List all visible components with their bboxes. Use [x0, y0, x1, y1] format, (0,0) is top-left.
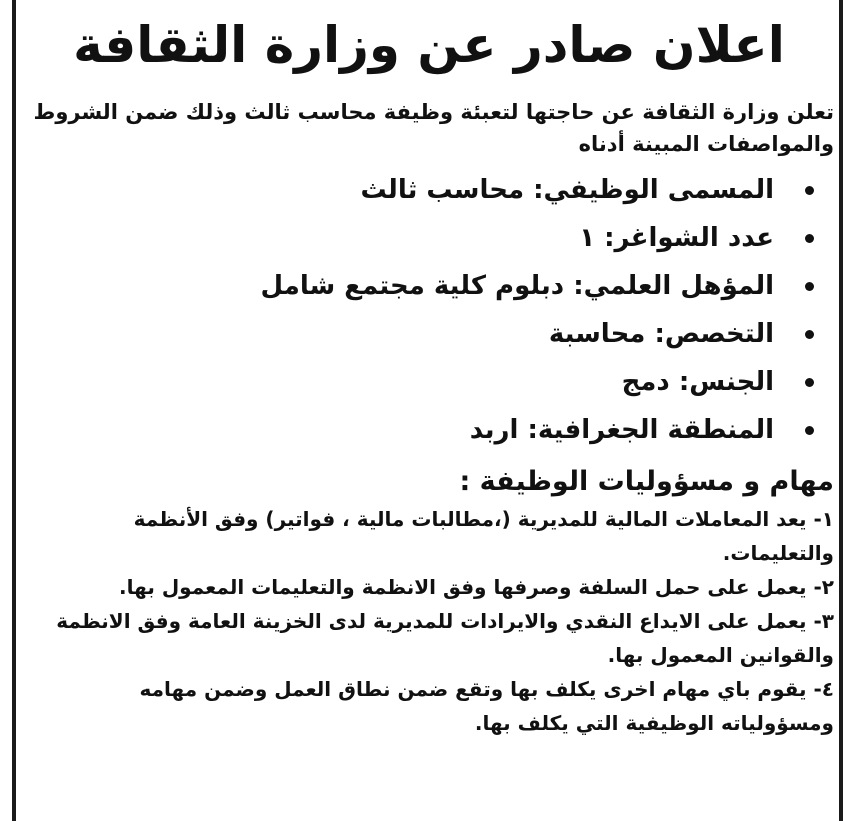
duty-item: ٢- يعمل على حمل السلفة وصرفها وفق الانظمة والتعليمات المعمول بها. — [119, 575, 834, 599]
detail-value: اربد — [469, 415, 519, 445]
detail-value: دبلوم كلية مجتمع شامل — [260, 271, 565, 301]
bullet-icon — [805, 282, 814, 291]
detail-region — [24, 406, 834, 454]
duty-item: ٤- يقوم باي مهام اخرى يكلف بها وتقع ضمن نطاق العمل وضمن مهامه ومسؤولياته الوظيفية التي يكلف بها. — [139, 677, 834, 735]
detail-value: ١ — [579, 223, 596, 253]
bullet-icon — [805, 234, 814, 243]
detail-label: عدد الشواغر: — [604, 223, 774, 253]
bullet-icon — [805, 378, 814, 387]
duties-heading: مهام و مسؤوليات الوظيفة : — [459, 466, 834, 497]
announcement-title: اعلان صادر عن وزارة الثقافة — [73, 16, 785, 74]
duties-list — [24, 502, 834, 740]
detail-job-title — [24, 166, 834, 214]
job-details-list — [24, 166, 834, 454]
detail-value: دمج — [621, 367, 670, 397]
detail-qualification — [24, 262, 834, 310]
detail-label: المنطقة الجغرافية: — [527, 415, 774, 445]
detail-gender — [24, 358, 834, 406]
detail-vacancies — [24, 214, 834, 262]
duty-item: ١- يعد المعاملات المالية للمديرية (،مطالبات مالية ، فواتير) وفق الأنظمة والتعليمات. — [133, 507, 834, 565]
detail-label: المسمى الوظيفي: — [533, 175, 774, 205]
bullet-icon — [805, 426, 814, 435]
intro-paragraph: تعلن وزارة الثقافة عن حاجتها لتعبئة وظيفة محاسب ثالث وذلك ضمن الشروط والمواصفات المبينة أدناه — [33, 100, 834, 156]
detail-label: الجنس: — [678, 367, 774, 397]
duty-item: ٣- يعمل على الايداع النقدي والايرادات للمديرية لدى الخزينة العامة وفق الانظمة والقوانين المعمول بها. — [56, 609, 834, 667]
detail-value: محاسبة — [548, 319, 646, 349]
detail-label: التخصص: — [654, 319, 774, 349]
detail-label: المؤهل العلمي: — [573, 271, 774, 301]
bullet-icon — [805, 330, 814, 339]
announcement — [24, 0, 834, 740]
bullet-icon — [805, 186, 814, 195]
detail-value: محاسب ثالث — [360, 175, 525, 205]
detail-specialization — [24, 310, 834, 358]
